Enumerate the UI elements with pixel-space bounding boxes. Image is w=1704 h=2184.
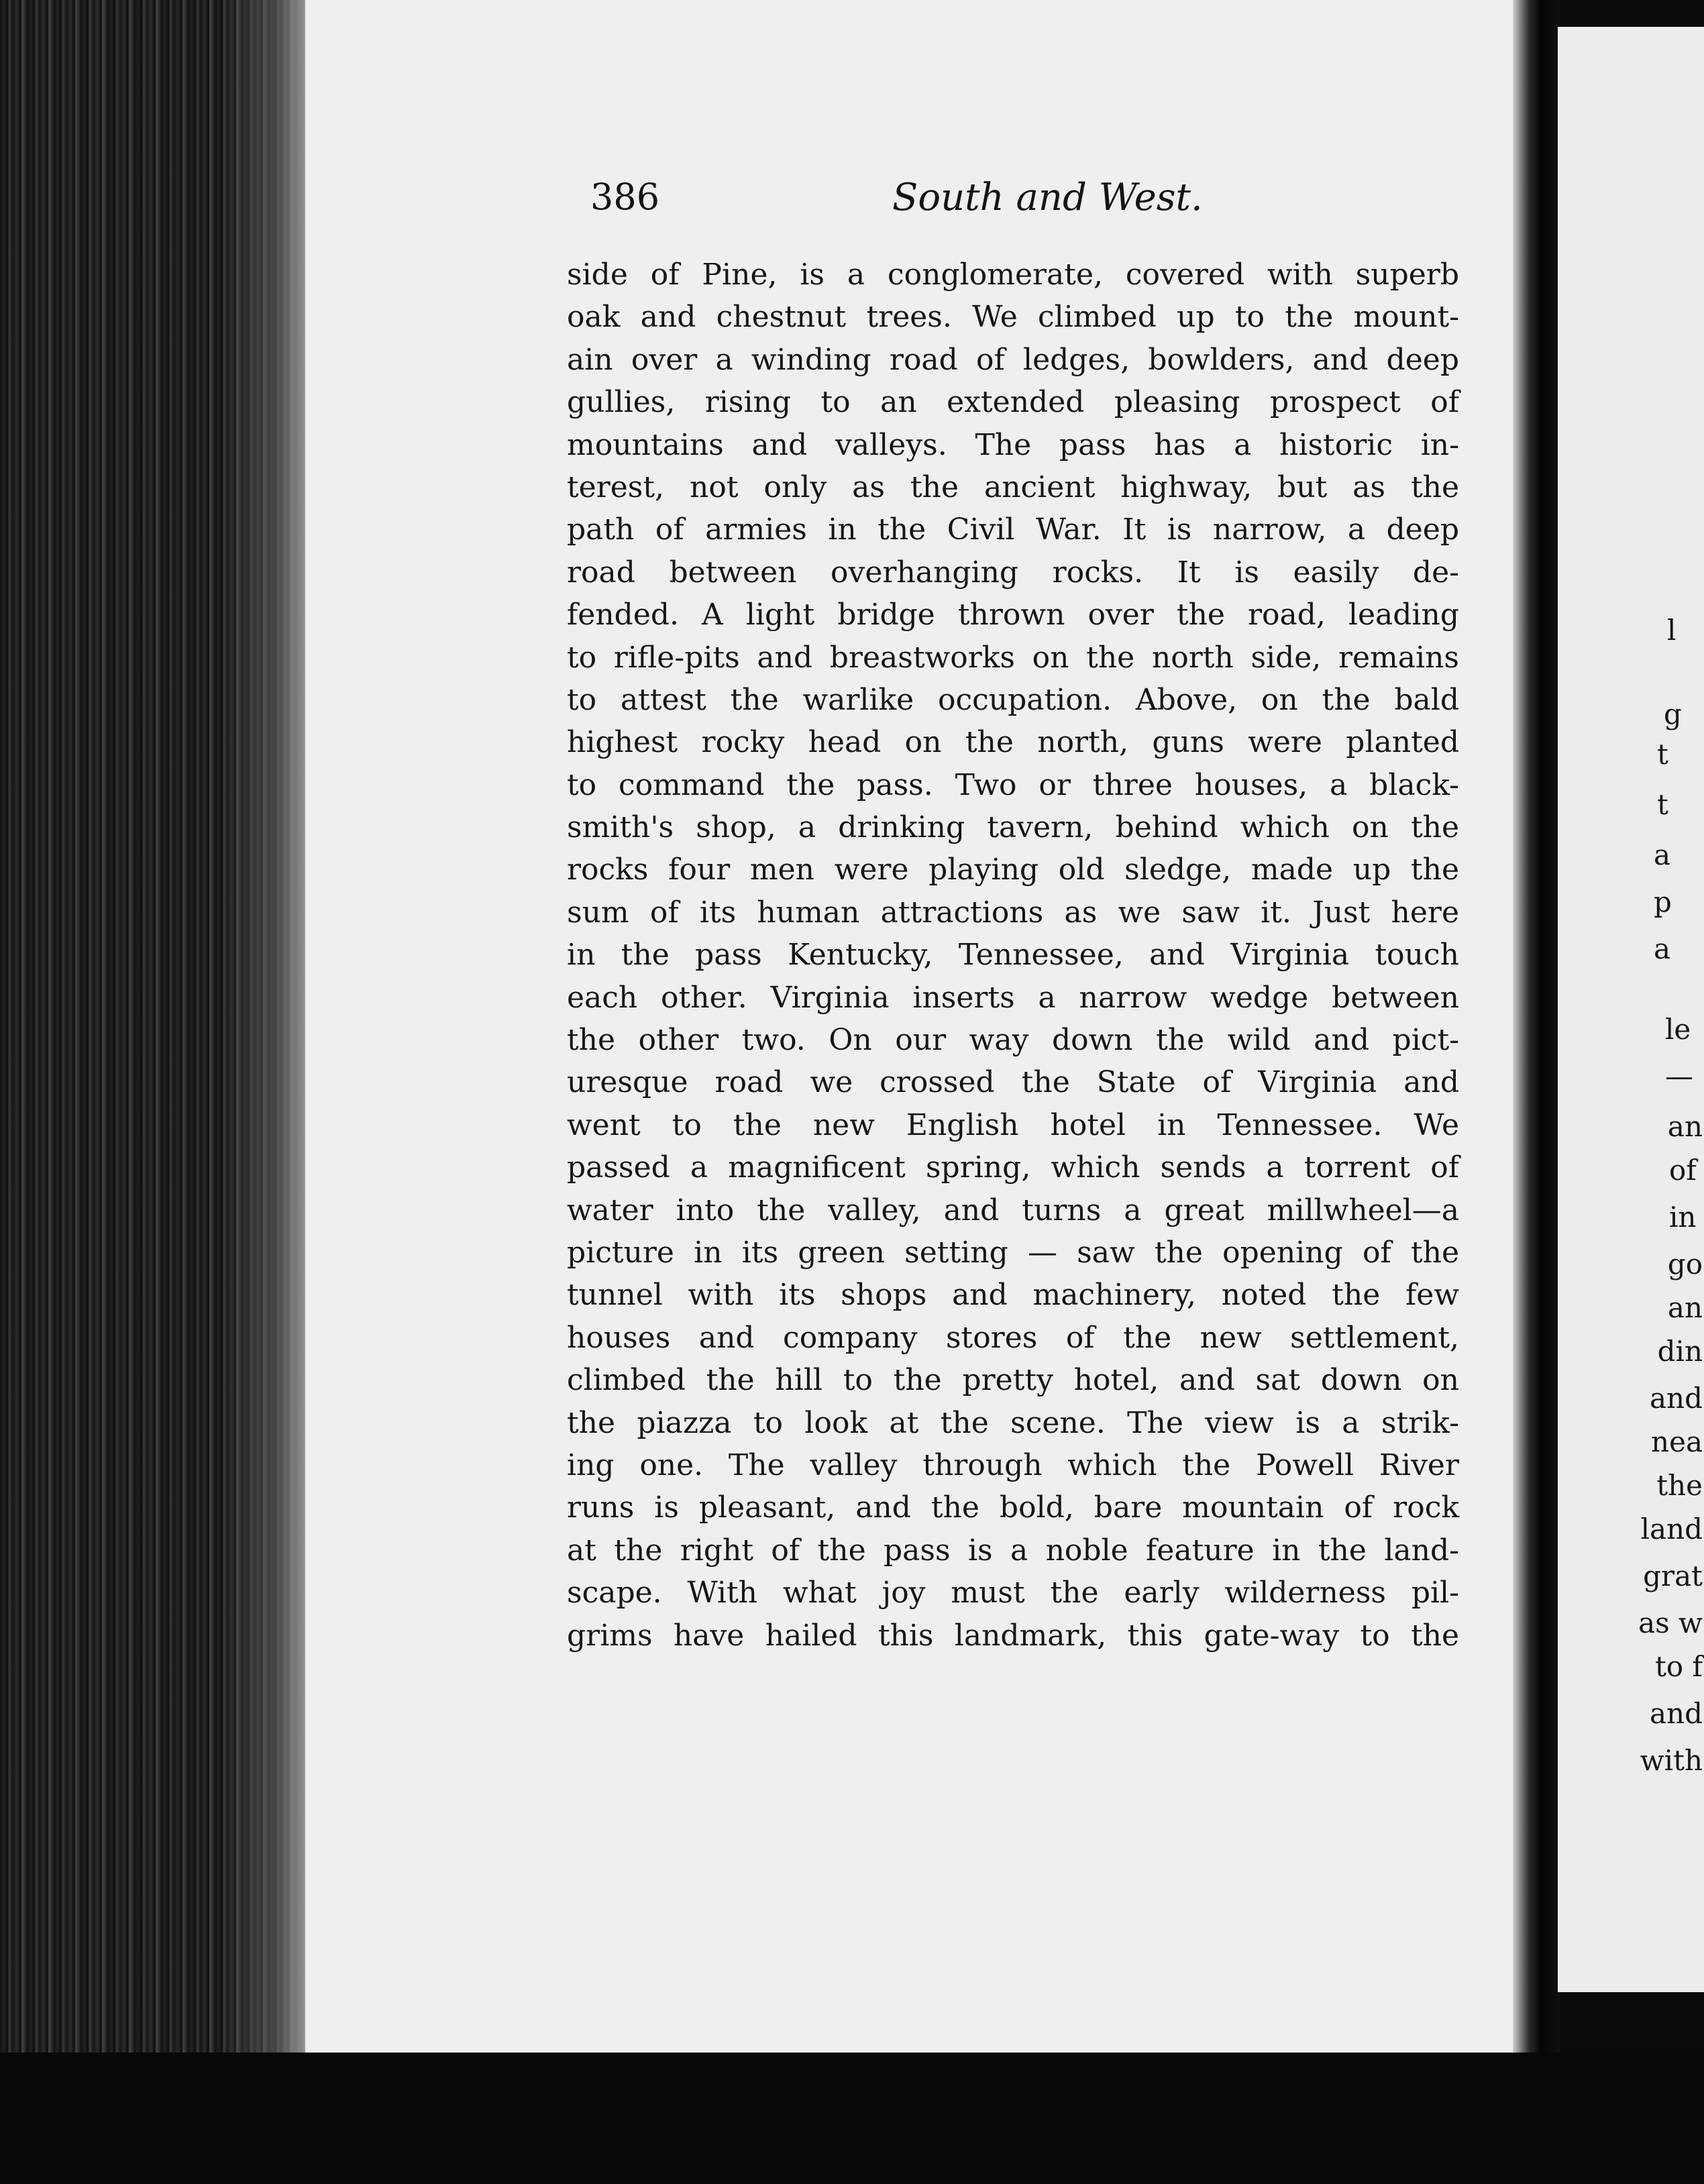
- text-line: water into the valley, and turns a great millwheel—a: [567, 1193, 1459, 1227]
- facing-text-fragment: —: [1665, 1060, 1693, 1093]
- text-line: passed a magnificent spring, which sends a torrent of: [567, 1150, 1459, 1185]
- text-line: picture in its green setting — saw the opening of the: [567, 1235, 1459, 1270]
- text-line: path of armies in the Civil War. It is narrow, a deep: [567, 512, 1459, 547]
- text-line: highest rocky head on the north, guns were planted: [567, 725, 1459, 760]
- text-line: ain over a winding road of ledges, bowlders, and deep: [567, 342, 1459, 377]
- text-line: runs is pleasant, and the bold, bare mountain of rock: [567, 1490, 1459, 1525]
- text-line: smith's shop, a drinking tavern, behind which on the: [567, 810, 1459, 845]
- text-line: gullies, rising to an extended pleasing prospect of: [567, 385, 1459, 420]
- text-line: went to the new English hotel in Tennessee. We: [567, 1107, 1459, 1142]
- text-line: to rifle-pits and breastworks on the north side, remains: [567, 640, 1459, 675]
- text-line: the other two. On our way down the wild and pict-: [567, 1023, 1459, 1058]
- facing-text-fragment: a: [1654, 932, 1671, 965]
- facing-text-fragment: in: [1669, 1201, 1697, 1234]
- text-line: uresque road we crossed the State of Virginia and: [567, 1065, 1459, 1100]
- text-line: grims have hailed this landmark, this gate-way to the: [567, 1618, 1459, 1653]
- text-line: sum of its human attractions as we saw it. Just here: [567, 895, 1459, 930]
- facing-text-fragment: nea: [1651, 1425, 1703, 1458]
- text-line: in the pass Kentucky, Tennessee, and Virginia touch: [567, 938, 1459, 973]
- text-line: to attest the warlike occupation. Above, on the bald: [567, 682, 1459, 717]
- text-line: ing one. The valley through which the Powell River: [567, 1448, 1459, 1482]
- running-head: South and West.: [892, 176, 1203, 219]
- facing-text-fragment: p: [1654, 885, 1672, 918]
- text-line: houses and company stores of the new settlement,: [567, 1320, 1459, 1355]
- page-number: 386: [590, 176, 660, 218]
- text-line: each other. Virginia inserts a narrow wedge between: [567, 980, 1459, 1015]
- book-edge-shading: [221, 0, 315, 2184]
- facing-text-fragment: l: [1667, 614, 1676, 647]
- facing-text-fragment: an: [1667, 1291, 1703, 1324]
- text-line: terest, not only as the ancient highway, but as the: [567, 470, 1459, 504]
- facing-text-fragment: a: [1654, 838, 1671, 871]
- text-line: rocks four men were playing old sledge, made up the: [567, 853, 1459, 887]
- book-gutter: [1513, 0, 1560, 2184]
- text-line: fended. A light bridge thrown over the road, leading: [567, 598, 1459, 633]
- facing-text-fragment: an: [1667, 1110, 1703, 1143]
- facing-text-fragment: le: [1665, 1013, 1691, 1046]
- text-line: climbed the hill to the pretty hotel, and sat down on: [567, 1363, 1459, 1398]
- text-line: oak and chestnut trees. We climbed up to the mount-: [567, 300, 1459, 335]
- text-line: the piazza to look at the scene. The view is a strik-: [567, 1405, 1459, 1440]
- page-header: [590, 176, 1203, 236]
- facing-text-fragment: land: [1640, 1513, 1703, 1545]
- facing-text-fragment: as w: [1638, 1606, 1703, 1639]
- facing-text-fragment: to f: [1654, 1650, 1703, 1683]
- text-line: road between overhanging rocks. It is easily de-: [567, 555, 1459, 590]
- text-line: side of Pine, is a conglomerate, covered with superb: [567, 258, 1459, 292]
- body-text: [567, 254, 1459, 1657]
- text-line: mountains and valleys. The pass has a historic in-: [567, 427, 1459, 462]
- facing-text-fragment: and: [1650, 1382, 1703, 1415]
- facing-text-fragment: with: [1640, 1744, 1703, 1777]
- facing-text-fragment: go: [1667, 1248, 1703, 1280]
- text-line: tunnel with its shops and machinery, noted the few: [567, 1278, 1459, 1313]
- facing-text-fragment: t: [1657, 738, 1668, 771]
- scan-bottom-border: [0, 2053, 1704, 2184]
- text-line: to command the pass. Two or three houses, a black-: [567, 767, 1459, 802]
- text-line: scape. With what joy must the early wilderness pil-: [567, 1576, 1459, 1610]
- facing-text-fragment: din: [1657, 1335, 1703, 1368]
- facing-text-fragment: of: [1669, 1154, 1697, 1187]
- facing-text-fragment: t: [1657, 788, 1668, 821]
- facing-text-fragment: grat: [1643, 1560, 1703, 1592]
- facing-text-fragment: and: [1650, 1697, 1703, 1730]
- text-line: at the right of the pass is a noble feature in the land-: [567, 1533, 1459, 1568]
- facing-text-fragment: g: [1664, 698, 1682, 730]
- facing-text-fragment: the: [1656, 1469, 1703, 1502]
